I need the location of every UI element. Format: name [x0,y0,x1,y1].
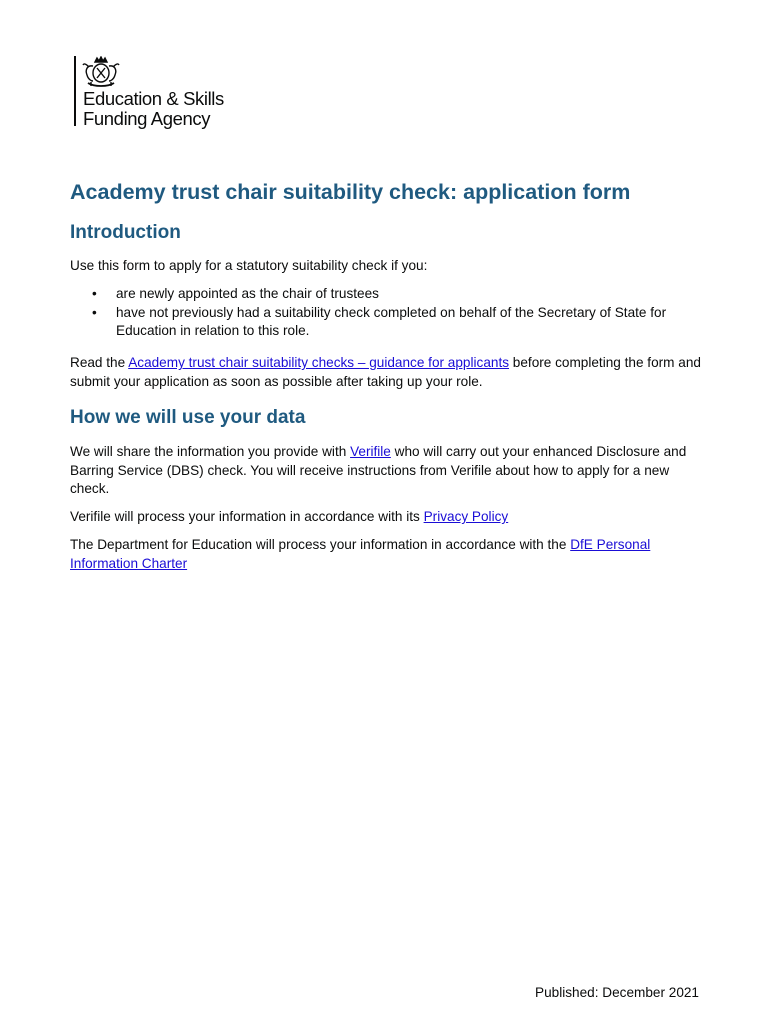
privacy-paragraph [70,508,710,527]
dfe-charter-link[interactable]: DfE Personal Information Charter [70,537,651,571]
read-prefix: Read the [70,355,129,370]
royal-crest-icon [82,56,120,88]
verifile-link[interactable]: Verifile [350,444,391,459]
p2-prefix: Verifile will process your information in accordance with its [70,509,424,524]
verifile-paragraph [70,443,710,499]
p3-prefix: The Department for Education will process your information in accordance with the [70,537,571,552]
data-usage-heading: How we will use your data [70,407,306,428]
logo-text-line1: Education & Skills [83,88,224,109]
logo-text-line2: Funding Agency [83,108,211,129]
guidance-link[interactable]: Academy trust chair suitability checks – guidance for applicants [128,355,510,370]
logo-divider [74,56,76,126]
read-guidance-paragraph [70,354,710,391]
p1-suffix: who will carry out your enhanced Disclosure and Barring Service (DBS) check. You will receive instructions from Verifile about how to apply for a new check. [70,444,687,497]
eligibility-list [70,285,710,341]
list-item: • have not previously had a suitability check completed on behalf of the Secretary of State for Education in relation to this role. [70,304,710,341]
page-title: Academy trust chair suitability check: application form [70,180,631,204]
intro-lead-paragraph: Use this form to apply for a statutory suitability check if you: [70,258,428,273]
introduction-heading: Introduction [70,222,181,243]
published-date: Published: December 2021 [535,985,699,1000]
list-item: • are newly appointed as the chair of trustees [70,285,710,304]
dfe-paragraph [70,536,710,573]
p1-prefix: We will share the information you provide with [70,444,351,459]
privacy-policy-link[interactable]: Privacy Policy [423,509,509,524]
read-suffix: before completing the form and submit your application as soon as possible after taking up your role. [70,355,701,389]
